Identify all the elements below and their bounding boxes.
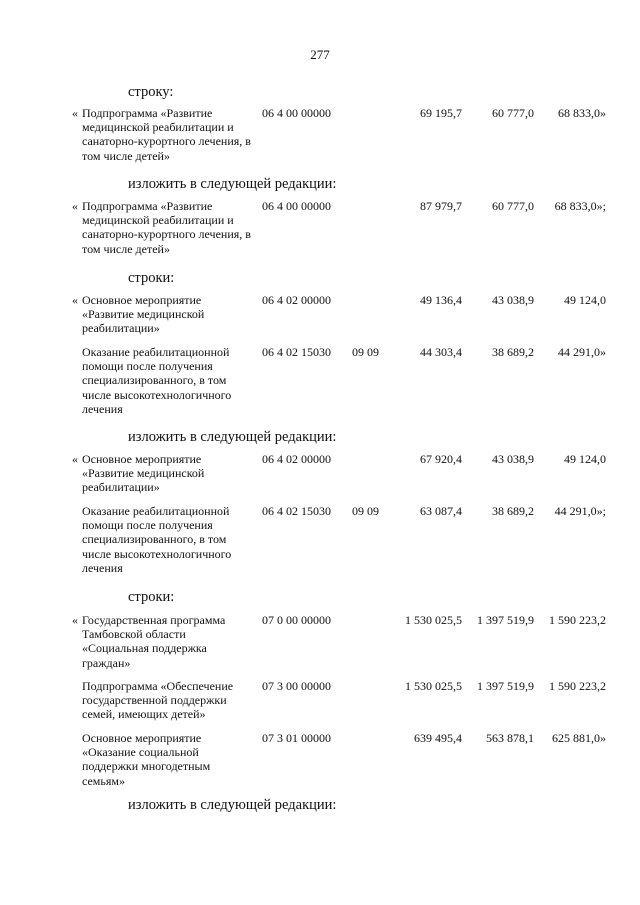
row-code: 06 4 02 00000 xyxy=(262,293,331,307)
row-name: Основное мероприятие «Развитие медицинской реабилитации» xyxy=(82,293,205,336)
row-value-1: 639 495,4 xyxy=(414,731,462,745)
row-value-2: 38 689,2 xyxy=(492,504,534,518)
row-value-1: 67 920,4 xyxy=(420,452,462,466)
row-value-3: 44 291,0» xyxy=(558,345,606,359)
row-value-1: 63 087,4 xyxy=(420,504,462,518)
row-value-1: 44 303,4 xyxy=(420,345,462,359)
row-name: Подпрограмма «Развитие медицинской реабилитации и санаторно-курортного лечения, в том числе детей» xyxy=(82,106,251,163)
row-subsection: 09 09 xyxy=(352,345,379,359)
section-heading: строки: xyxy=(128,589,175,605)
row-value-3: 68 833,0» xyxy=(558,106,606,120)
row-name: Оказание реабилитационной помощи после получения специализированного, в том числе высокотехнологичного лечения xyxy=(82,345,232,416)
row-name: Государственная программа Тамбовской области «Социальная поддержка граждан» xyxy=(82,613,226,670)
row-code: 06 4 00 00000 xyxy=(262,199,331,213)
row-code: 06 4 00 00000 xyxy=(262,106,331,120)
row-value-3: 68 833,0»; xyxy=(554,199,606,213)
row-value-1: 1 530 025,5 xyxy=(405,679,462,693)
row-value-2: 1 397 519,9 xyxy=(477,613,534,627)
row-value-1: 69 195,7 xyxy=(420,106,462,120)
row-value-3: 625 881,0» xyxy=(552,731,606,745)
row-name: Оказание реабилитационной помощи после получения специализированного, в том числе высокотехнологичного лечения xyxy=(82,504,232,575)
row-value-3: 44 291,0»; xyxy=(554,504,606,518)
open-quote: « xyxy=(72,293,78,307)
open-quote: « xyxy=(72,613,78,627)
row-name: Основное мероприятие «Развитие медицинской реабилитации» xyxy=(82,452,205,495)
open-quote: « xyxy=(72,452,78,466)
open-quote: « xyxy=(72,199,78,213)
row-value-1: 1 530 025,5 xyxy=(405,613,462,627)
section-heading: изложить в следующей редакции: xyxy=(128,176,337,192)
row-name: Подпрограмма «Обеспечение государственной поддержки семей, имеющих детей» xyxy=(82,679,234,722)
row-subsection: 09 09 xyxy=(352,504,379,518)
row-value-2: 43 038,9 xyxy=(492,293,534,307)
row-code: 06 4 02 15030 xyxy=(262,504,331,518)
section-heading: строки: xyxy=(128,270,175,286)
row-value-2: 563 878,1 xyxy=(486,731,534,745)
row-value-3: 49 124,0 xyxy=(564,452,606,466)
row-value-1: 87 979,7 xyxy=(420,199,462,213)
row-name: Основное мероприятие «Оказание социальной поддержки многодетным семьям» xyxy=(82,731,211,788)
row-code: 06 4 02 15030 xyxy=(262,345,331,359)
row-value-3: 1 590 223,2 xyxy=(549,679,606,693)
row-code: 06 4 02 00000 xyxy=(262,452,331,466)
section-heading: изложить в следующей редакции: xyxy=(128,797,337,813)
row-value-2: 60 777,0 xyxy=(492,106,534,120)
row-value-3: 49 124,0 xyxy=(564,293,606,307)
page-number: 277 xyxy=(310,47,330,62)
row-value-3: 1 590 223,2 xyxy=(549,613,606,627)
row-code: 07 0 00 00000 xyxy=(262,613,331,627)
row-value-2: 60 777,0 xyxy=(492,199,534,213)
row-value-2: 43 038,9 xyxy=(492,452,534,466)
row-value-2: 38 689,2 xyxy=(492,345,534,359)
open-quote: « xyxy=(72,106,78,120)
section-heading: изложить в следующей редакции: xyxy=(128,429,337,445)
row-code: 07 3 01 00000 xyxy=(262,731,331,745)
section-heading: строку: xyxy=(128,84,174,100)
row-code: 07 3 00 00000 xyxy=(262,679,331,693)
row-value-1: 49 136,4 xyxy=(420,293,462,307)
row-value-2: 1 397 519,9 xyxy=(477,679,534,693)
row-name: Подпрограмма «Развитие медицинской реабилитации и санаторно-курортного лечения, в том числе детей» xyxy=(82,199,251,256)
